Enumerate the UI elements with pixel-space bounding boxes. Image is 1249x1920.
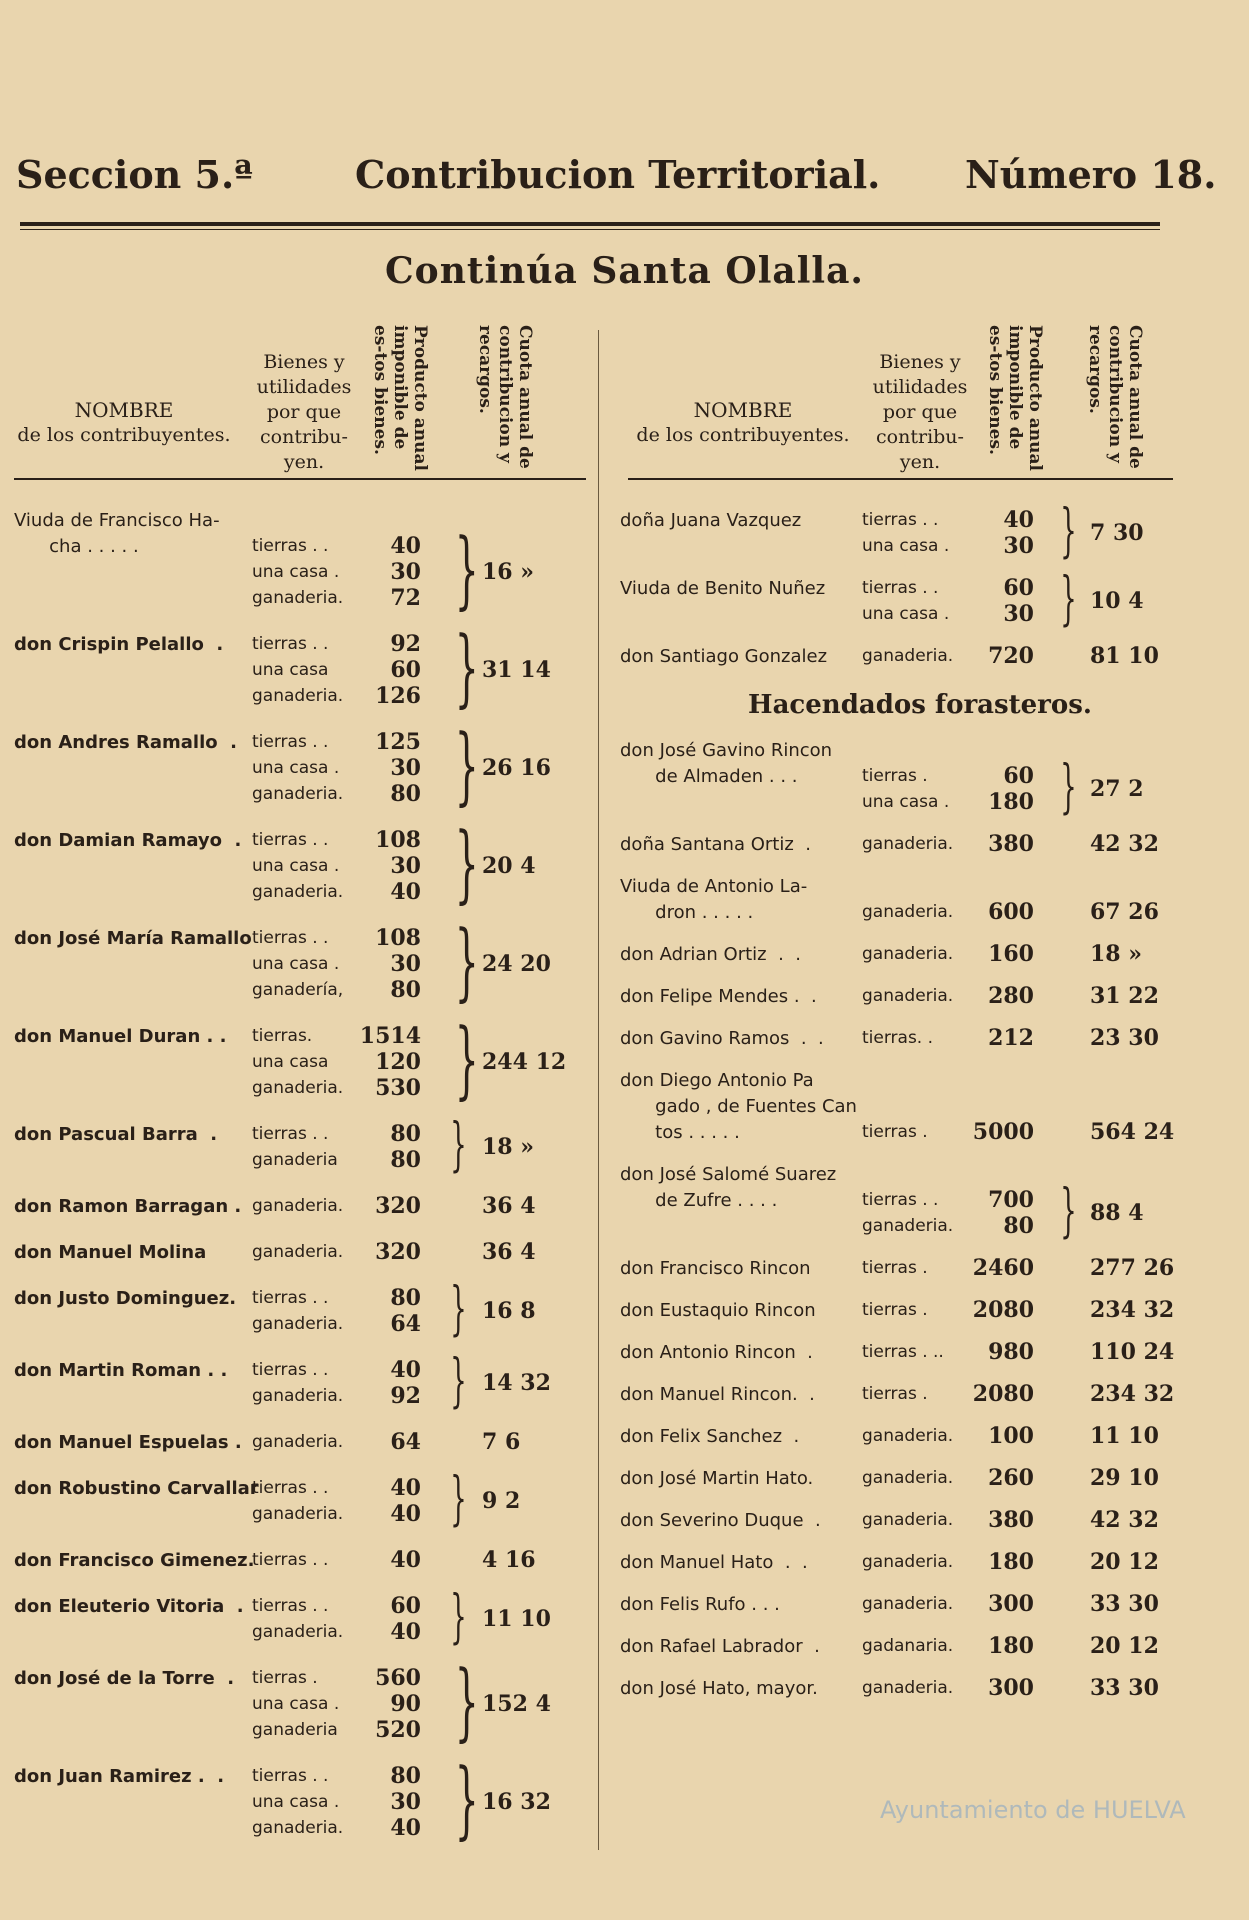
cuota-value: 23 30 [1090, 1025, 1159, 1051]
group-brace: } [454, 1750, 479, 1848]
group-brace: } [450, 1346, 467, 1414]
producto-value: 108 [375, 827, 421, 853]
bien-label: ganaderia. [252, 1818, 344, 1838]
producto-value: 5000 [972, 1119, 1034, 1145]
producto-value: 180 [988, 1549, 1034, 1575]
bien-label: ganaderia. [862, 986, 954, 1006]
cuota-value: 88 4 [1090, 1200, 1144, 1226]
bien-label: ganaderia [252, 1720, 338, 1740]
cuota-value: 36 4 [482, 1193, 536, 1219]
col-rule-left [14, 478, 586, 480]
contributor-name: don Rafael Labrador . [620, 1636, 820, 1657]
contributor-name: don José de la Torre . [14, 1668, 235, 1689]
bien-label: ganaderia. [252, 784, 344, 804]
bien-label: tierras . . [252, 732, 329, 752]
contributor-name: tos . . . . . [638, 1122, 740, 1143]
bien-label: tierras . . [252, 536, 329, 556]
col-producto-right: Producto anual imponible de es-tos bienes. [985, 325, 1045, 471]
producto-value: 212 [988, 1025, 1034, 1051]
producto-value: 40 [390, 1475, 421, 1501]
group-brace: } [454, 716, 479, 814]
cuota-value: 16 8 [482, 1298, 536, 1324]
header-rule [20, 222, 1160, 226]
cuota-value: 24 20 [482, 951, 551, 977]
bien-label: ganaderia. [862, 944, 954, 964]
bien-label: una casa . [252, 1694, 340, 1714]
page-subtitle: Continúa Santa Olalla. [385, 250, 864, 292]
producto-value: 980 [988, 1339, 1034, 1365]
cuota-value: 20 12 [1090, 1549, 1159, 1575]
cuota-value: 4 16 [482, 1547, 536, 1573]
group-brace: } [454, 618, 479, 716]
producto-value: 180 [988, 1633, 1034, 1659]
cuota-value: 234 32 [1090, 1297, 1175, 1323]
producto-value: 126 [375, 683, 421, 709]
cuota-value: 277 26 [1090, 1255, 1175, 1281]
group-brace: } [450, 1582, 467, 1650]
bien-label: una casa . [862, 792, 950, 812]
producto-value: 2080 [972, 1297, 1034, 1323]
cuota-value: 27 2 [1090, 776, 1144, 802]
col-cuota-right: Cuota anual de contribucion y recargos. [1085, 325, 1145, 469]
bien-label: tierras . [862, 1300, 928, 1320]
bien-label: ganaderia. [862, 1678, 954, 1698]
contributor-name: don Ramon Barragan . [14, 1196, 242, 1217]
cuota-value: 10 4 [1090, 588, 1144, 614]
cuota-value: 42 32 [1090, 1507, 1159, 1533]
producto-value: 60 [390, 657, 421, 683]
bien-label: tierras . . [252, 928, 329, 948]
group-brace: } [1060, 564, 1077, 632]
contributor-name: don Felipe Mendes . . [620, 986, 817, 1007]
contributor-name: dron . . . . . [638, 902, 754, 923]
document-title: Contribucion Territorial. [355, 152, 881, 197]
producto-value: 180 [988, 789, 1034, 815]
producto-value: 72 [390, 585, 421, 611]
contributor-name: don Manuel Duran . . [14, 1026, 227, 1047]
producto-value: 40 [390, 1501, 421, 1527]
cuota-value: 16 » [482, 559, 535, 585]
col-nombre-sub-right: de los contribuyentes. [636, 424, 850, 446]
bien-label: ganaderia. [252, 1242, 344, 1262]
bien-label: tierras . [252, 1668, 318, 1688]
contributor-name: don Severino Duque . [620, 1510, 821, 1531]
bien-label: tierras . [862, 1384, 928, 1404]
cuota-value: 234 32 [1090, 1381, 1175, 1407]
bien-label: tierras . . [862, 1190, 939, 1210]
bien-label: ganaderia. [862, 902, 954, 922]
bien-label: tierras . . [252, 634, 329, 654]
producto-value: 80 [390, 1763, 421, 1789]
contributor-name: de Zufre . . . . [638, 1190, 778, 1211]
bien-label: tierras . . [252, 1288, 329, 1308]
contributor-name: don Santiago Gonzalez [620, 646, 828, 667]
group-brace: } [454, 814, 479, 912]
group-brace: } [1060, 1176, 1077, 1244]
bien-label: gadanaria. [862, 1636, 954, 1656]
contributor-name: cha . . . . . [32, 536, 139, 557]
cuota-value: 7 6 [482, 1429, 521, 1455]
cuota-value: 20 4 [482, 853, 536, 879]
col-nombre-right [628, 398, 858, 448]
cuota-value: 81 10 [1090, 643, 1159, 669]
cuota-value: 67 26 [1090, 899, 1159, 925]
cuota-value: 42 32 [1090, 831, 1159, 857]
producto-value: 300 [988, 1675, 1034, 1701]
producto-value: 40 [390, 879, 421, 905]
center-divider [598, 330, 599, 1850]
group-brace: } [450, 1110, 467, 1178]
contributor-name: don Robustino Carvallar [14, 1478, 259, 1499]
bien-label: una casa [252, 1052, 329, 1072]
cuota-value: 564 24 [1090, 1119, 1175, 1145]
contributor-name: doña Juana Vazquez [620, 510, 802, 531]
producto-value: 40 [1003, 507, 1034, 533]
bien-label: ganaderia. [862, 1552, 954, 1572]
contributor-name: don Eustaquio Rincon [620, 1300, 816, 1321]
producto-value: 40 [390, 1547, 421, 1573]
bien-label: ganadería, [252, 980, 344, 1000]
contributor-name: Viuda de Antonio La- [620, 876, 808, 897]
producto-value: 90 [390, 1691, 421, 1717]
bien-label: una casa . [862, 604, 950, 624]
contributor-name: don Gavino Ramos . . [620, 1028, 824, 1049]
contributor-name: Viuda de Francisco Ha- [14, 510, 220, 531]
contributor-name: don Andres Ramallo . [14, 732, 238, 753]
cuota-value: 29 10 [1090, 1465, 1159, 1491]
bien-label: una casa [252, 660, 329, 680]
bien-label: ganaderia. [252, 1622, 344, 1642]
bien-label: tierras . . [862, 510, 939, 530]
contributor-name: don Eleuterio Vitoria . [14, 1596, 244, 1617]
producto-value: 40 [390, 1815, 421, 1841]
bien-label: ganaderia. [252, 1078, 344, 1098]
bien-label: tierras . . [252, 830, 329, 850]
cuota-value: 33 30 [1090, 1591, 1159, 1617]
producto-value: 520 [375, 1717, 421, 1743]
producto-value: 30 [1003, 533, 1034, 559]
archive-watermark: Ayuntamiento de HUELVA [880, 1796, 1186, 1824]
contributor-name: don Pascual Barra . [14, 1124, 218, 1145]
cuota-value: 26 16 [482, 755, 551, 781]
contributor-name: don Damian Ramayo . [14, 830, 242, 851]
producto-value: 80 [390, 1285, 421, 1311]
producto-value: 40 [390, 1357, 421, 1383]
section-heading: Hacendados forasteros. [748, 690, 1092, 720]
cuota-value: 11 10 [482, 1606, 551, 1632]
bien-label: tierras . . [252, 1550, 329, 1570]
group-brace: } [454, 1010, 479, 1108]
contributor-name: don José Martin Hato. [620, 1468, 814, 1489]
producto-value: 64 [390, 1429, 421, 1455]
bien-label: ganaderia. [252, 1196, 344, 1216]
contributor-name: don Manuel Molina [14, 1242, 207, 1263]
bien-label: ganaderia. [862, 1510, 954, 1530]
cuota-value: 18 » [482, 1134, 535, 1160]
col-nombre-title: NOMBRE [74, 398, 174, 422]
section-label: Seccion 5.ª [16, 152, 253, 197]
producto-value: 700 [988, 1187, 1034, 1213]
bien-label: tierras . . [252, 1766, 329, 1786]
producto-value: 60 [1003, 763, 1034, 789]
col-rule-right [628, 478, 1173, 480]
producto-value: 560 [375, 1665, 421, 1691]
col-bienes-left: Bienes y utilidades por que contribu-yen. [256, 351, 352, 473]
bien-label: ganaderia [252, 1150, 338, 1170]
producto-value: 125 [375, 729, 421, 755]
bien-label: tierras . . [252, 1478, 329, 1498]
bien-label: una casa . [252, 758, 340, 778]
bien-label: tierras . . [252, 1360, 329, 1380]
contributor-name: don José Hato, mayor. [620, 1678, 818, 1699]
contributor-name: doña Santana Ortiz . [620, 834, 811, 855]
cuota-value: 7 30 [1090, 520, 1144, 546]
producto-value: 60 [390, 1593, 421, 1619]
cuota-value: 14 32 [482, 1370, 551, 1396]
cuota-value: 110 24 [1090, 1339, 1175, 1365]
group-brace: } [454, 1652, 479, 1750]
bien-label: tierras . .. [862, 1342, 944, 1362]
col-nombre-title-right: NOMBRE [693, 398, 793, 422]
bien-label: ganaderia. [252, 588, 344, 608]
document-number: Número 18. [965, 152, 1217, 197]
producto-value: 40 [390, 533, 421, 559]
contributor-name: don Diego Antonio Pa [620, 1070, 814, 1091]
producto-value: 600 [988, 899, 1034, 925]
producto-value: 80 [1003, 1213, 1034, 1239]
producto-value: 64 [390, 1311, 421, 1337]
contributor-name: don Adrian Ortiz . . [620, 944, 801, 965]
bien-label: ganaderia. [862, 1426, 954, 1446]
producto-value: 92 [390, 631, 421, 657]
col-producto-left: Producto anual imponible de es-tos bienes. [370, 325, 430, 471]
producto-value: 280 [988, 983, 1034, 1009]
bien-label: una casa . [252, 856, 340, 876]
cuota-value: 11 10 [1090, 1423, 1159, 1449]
bien-label: ganaderia. [252, 1432, 344, 1452]
producto-value: 1514 [359, 1023, 421, 1049]
contributor-name: don Martin Roman . . [14, 1360, 228, 1381]
group-brace: } [454, 912, 479, 1010]
bien-label: ganaderia. [862, 1468, 954, 1488]
bien-label: ganaderia. [252, 686, 344, 706]
bien-label: tierras . [862, 766, 928, 786]
contributor-name: don José Salomé Suarez [620, 1164, 837, 1185]
contributor-name: don Juan Ramirez . . [14, 1766, 225, 1787]
bien-label: tierras . . [862, 578, 939, 598]
bien-label: una casa . [252, 1792, 340, 1812]
cuota-value: 16 32 [482, 1789, 551, 1815]
cuota-value: 20 12 [1090, 1633, 1159, 1659]
bien-label: ganaderia. [862, 646, 954, 666]
contributor-name: don José Gavino Rincon [620, 740, 833, 761]
bien-label: una casa . [252, 954, 340, 974]
cuota-value: 152 4 [482, 1691, 551, 1717]
producto-value: 380 [988, 1507, 1034, 1533]
col-bienes-right: Bienes y utilidades por que contribu-yen. [872, 351, 968, 473]
cuota-value: 31 22 [1090, 983, 1159, 1009]
cuota-value: 244 12 [482, 1049, 567, 1075]
contributor-name: don Manuel Rincon. . [620, 1384, 815, 1405]
col-cuota-left: Cuota anual de contribucion y recargos. [475, 325, 535, 469]
bien-label: tierras . . [252, 1124, 329, 1144]
producto-value: 100 [988, 1423, 1034, 1449]
producto-value: 30 [390, 853, 421, 879]
cuota-value: 33 30 [1090, 1675, 1159, 1701]
producto-value: 30 [390, 951, 421, 977]
cuota-value: 31 14 [482, 657, 551, 683]
contributor-name: de Almaden . . . [638, 766, 798, 787]
group-brace: } [450, 1274, 467, 1342]
producto-value: 260 [988, 1465, 1034, 1491]
contributor-name: Viuda de Benito Nuñez [620, 578, 826, 599]
bien-label: ganaderia. [252, 882, 344, 902]
bien-label: tierras . [862, 1258, 928, 1278]
bien-label: tierras. [252, 1026, 313, 1046]
header-rule-thin [20, 229, 1160, 230]
contributor-name: don Justo Dominguez. [14, 1288, 237, 1309]
bien-label: ganaderia. [252, 1314, 344, 1334]
producto-value: 80 [390, 781, 421, 807]
bien-label: ganaderia. [862, 1594, 954, 1614]
contributor-name: don Crispin Pelallo . [14, 634, 224, 655]
contributor-name: don Antonio Rincon . [620, 1342, 813, 1363]
producto-value: 108 [375, 925, 421, 951]
bien-label: tierras. . [862, 1028, 934, 1048]
producto-value: 30 [390, 559, 421, 585]
contributor-name: don Francisco Rincon [620, 1258, 811, 1279]
producto-value: 320 [375, 1193, 421, 1219]
bien-label: una casa . [862, 536, 950, 556]
bien-label: ganaderia. [252, 1386, 344, 1406]
bien-label: ganaderia. [862, 1216, 954, 1236]
col-nombre-sub: de los contribuyentes. [17, 424, 231, 446]
bien-label: tierras . . [252, 1596, 329, 1616]
contributor-name: don Manuel Espuelas . [14, 1432, 242, 1453]
producto-value: 80 [390, 977, 421, 1003]
col-nombre-left [14, 398, 234, 448]
contributor-name: don Felix Sanchez . [620, 1426, 800, 1447]
bien-label: tierras . [862, 1122, 928, 1142]
producto-value: 300 [988, 1591, 1034, 1617]
group-brace: } [1060, 496, 1077, 564]
contributor-name: gado , de Fuentes Can [638, 1096, 857, 1117]
contributor-name: don José María Ramallo [14, 928, 252, 949]
group-brace: } [1060, 752, 1077, 820]
producto-value: 60 [1003, 575, 1034, 601]
producto-value: 30 [1003, 601, 1034, 627]
group-brace: } [454, 520, 479, 618]
cuota-value: 9 2 [482, 1488, 521, 1514]
producto-value: 30 [390, 755, 421, 781]
group-brace: } [450, 1464, 467, 1532]
contributor-name: don Manuel Hato . . [620, 1552, 808, 1573]
producto-value: 720 [988, 643, 1034, 669]
producto-value: 320 [375, 1239, 421, 1265]
bien-label: ganaderia. [252, 1504, 344, 1524]
producto-value: 160 [988, 941, 1034, 967]
cuota-value: 18 » [1090, 941, 1143, 967]
producto-value: 530 [375, 1075, 421, 1101]
producto-value: 380 [988, 831, 1034, 857]
producto-value: 120 [375, 1049, 421, 1075]
producto-value: 2080 [972, 1381, 1034, 1407]
producto-value: 80 [390, 1147, 421, 1173]
bien-label: ganaderia. [862, 834, 954, 854]
producto-value: 80 [390, 1121, 421, 1147]
contributor-name: don Felis Rufo . . . [620, 1594, 780, 1615]
producto-value: 40 [390, 1619, 421, 1645]
bien-label: una casa . [252, 562, 340, 582]
producto-value: 2460 [972, 1255, 1034, 1281]
producto-value: 92 [390, 1383, 421, 1409]
contributor-name: don Francisco Gimenez. [14, 1550, 255, 1571]
cuota-value: 36 4 [482, 1239, 536, 1265]
producto-value: 30 [390, 1789, 421, 1815]
